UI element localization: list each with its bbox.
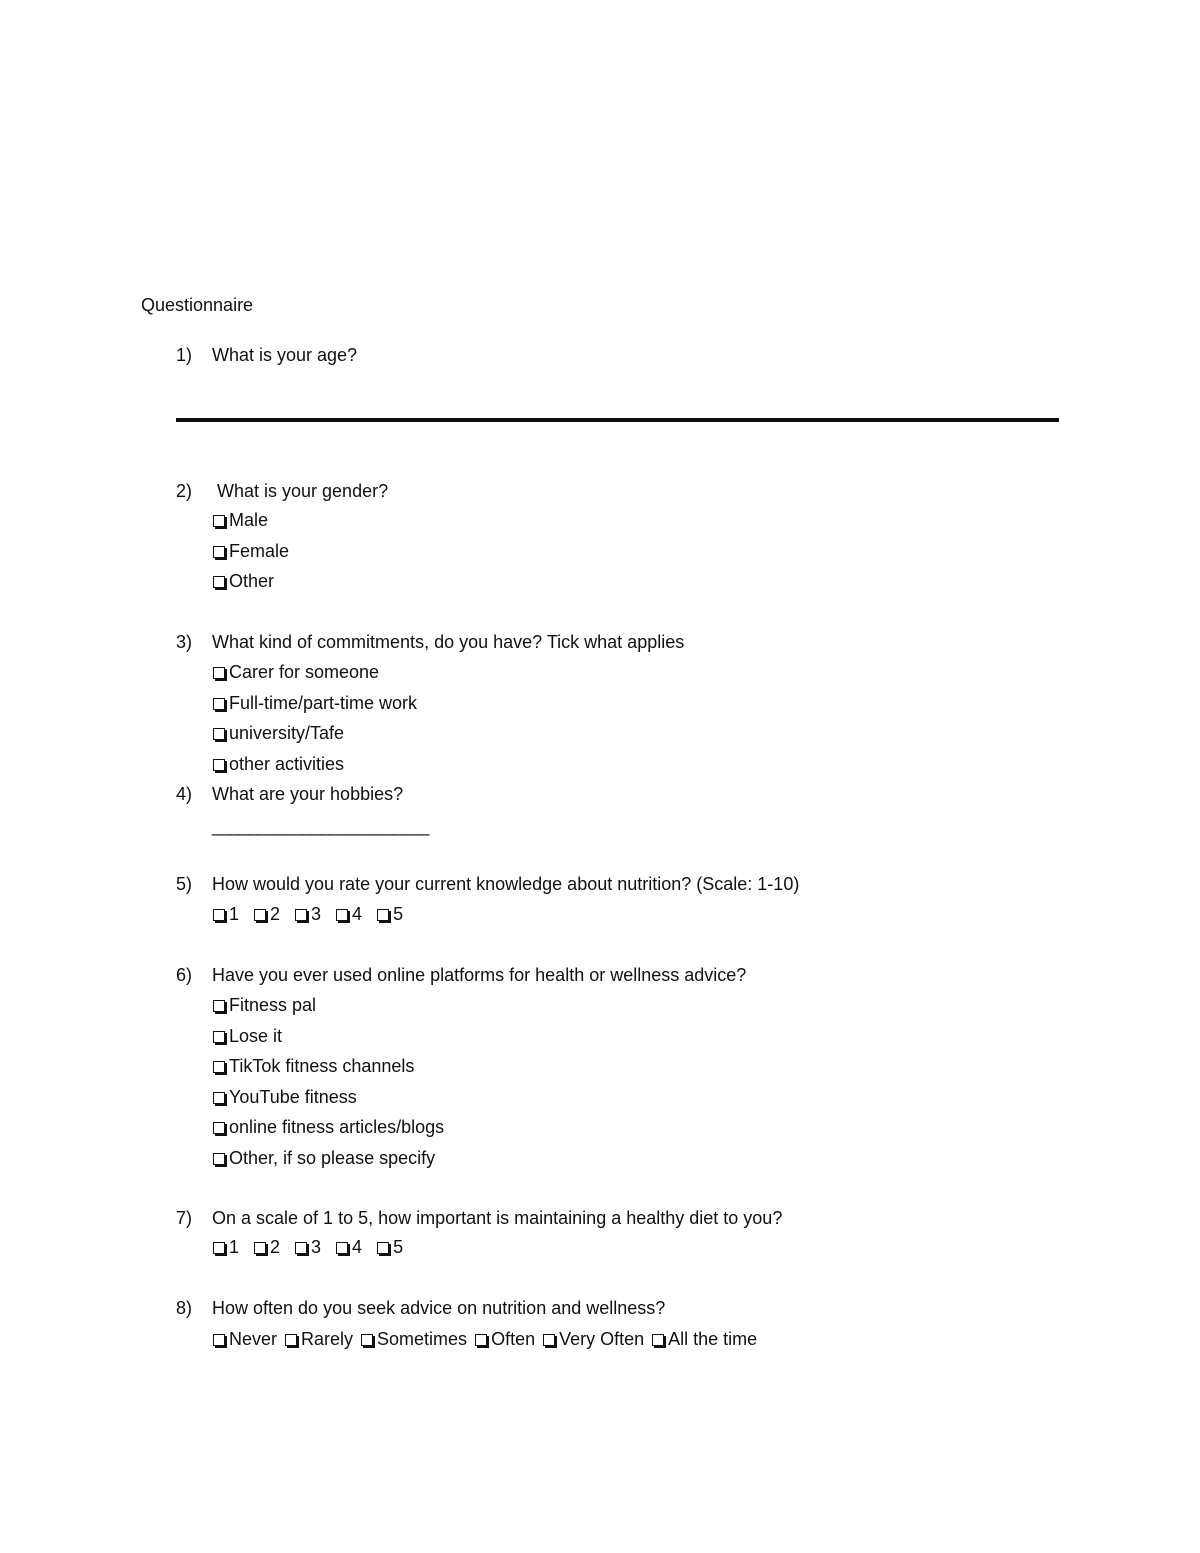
checkbox-icon[interactable] xyxy=(336,909,348,921)
option-label: Full-time/part-time work xyxy=(229,692,418,713)
scale-option-4[interactable] xyxy=(335,902,362,926)
option-carer[interactable] xyxy=(212,660,417,691)
question-number: 7) xyxy=(176,1208,193,1228)
question-text: What is your gender? xyxy=(212,481,389,501)
question-number: 1) xyxy=(176,345,193,365)
scale-option-5[interactable] xyxy=(376,1235,403,1259)
option-label: Lose it xyxy=(229,1025,283,1046)
checkbox-icon[interactable] xyxy=(254,1242,266,1254)
option-label: 1 xyxy=(229,904,240,924)
option-never[interactable] xyxy=(212,1327,277,1351)
option-label: 4 xyxy=(352,1237,363,1257)
option-label: Very Often xyxy=(559,1329,645,1349)
option-lose-it[interactable] xyxy=(212,1024,444,1055)
question-number: 6) xyxy=(176,965,193,985)
scale-option-1[interactable] xyxy=(212,1235,239,1259)
checkbox-icon[interactable] xyxy=(361,1334,373,1346)
option-male[interactable] xyxy=(212,508,289,539)
checkbox-icon[interactable] xyxy=(295,1242,307,1254)
scale-option-3[interactable] xyxy=(294,1235,321,1259)
checkbox-icon[interactable] xyxy=(213,1031,225,1043)
option-label: Fitness pal xyxy=(229,995,317,1015)
hobbies-answer-line[interactable]: ________________________ xyxy=(212,816,429,836)
checkbox-icon[interactable] xyxy=(213,667,225,679)
checkbox-icon[interactable] xyxy=(285,1334,297,1346)
importance-scale-options xyxy=(212,1235,417,1259)
question-2 xyxy=(176,479,388,503)
question-6 xyxy=(176,963,746,987)
checkbox-icon[interactable] xyxy=(543,1334,555,1346)
checkbox-icon[interactable] xyxy=(213,515,225,527)
checkbox-icon[interactable] xyxy=(377,909,389,921)
scale-option-1[interactable] xyxy=(212,902,239,926)
checkbox-icon[interactable] xyxy=(213,546,225,558)
option-university[interactable] xyxy=(212,721,417,752)
question-4 xyxy=(176,782,403,806)
scale-option-2[interactable] xyxy=(253,1235,280,1259)
option-label: Male xyxy=(229,510,269,530)
age-answer-line[interactable] xyxy=(176,418,1059,422)
option-very-often[interactable] xyxy=(542,1327,644,1351)
scale-option-4[interactable] xyxy=(335,1235,362,1259)
question-1 xyxy=(176,343,357,367)
option-label: online fitness articles/blogs xyxy=(229,1117,445,1137)
option-all-the-time[interactable] xyxy=(651,1327,757,1351)
option-label: All the time xyxy=(668,1329,758,1349)
option-work[interactable] xyxy=(212,691,417,722)
option-label: Rarely xyxy=(301,1329,354,1349)
checkbox-icon[interactable] xyxy=(336,1242,348,1254)
commitment-options xyxy=(212,660,417,782)
option-female[interactable] xyxy=(212,539,289,570)
question-number: 8) xyxy=(176,1298,193,1318)
checkbox-icon[interactable] xyxy=(254,909,266,921)
checkbox-icon[interactable] xyxy=(475,1334,487,1346)
question-text: Have you ever used online platforms for health or wellness advice? xyxy=(212,965,747,985)
option-other-activities[interactable] xyxy=(212,752,417,783)
question-5 xyxy=(176,872,799,896)
option-label: 4 xyxy=(352,904,363,924)
option-label: Carer for someone xyxy=(229,662,380,682)
checkbox-icon[interactable] xyxy=(295,909,307,921)
checkbox-icon[interactable] xyxy=(377,1242,389,1254)
option-tiktok[interactable] xyxy=(212,1054,444,1085)
checkbox-icon[interactable] xyxy=(213,1242,225,1254)
option-label: TikTok fitness channels xyxy=(229,1056,415,1076)
option-label: Other xyxy=(229,571,275,591)
option-other-specify[interactable] xyxy=(212,1146,444,1177)
question-8 xyxy=(176,1296,665,1320)
checkbox-icon[interactable] xyxy=(213,1334,225,1346)
option-often[interactable] xyxy=(474,1327,535,1351)
checkbox-icon[interactable] xyxy=(652,1334,664,1346)
question-text: What is your age? xyxy=(212,345,358,365)
checkbox-icon[interactable] xyxy=(213,1000,225,1012)
checkbox-icon[interactable] xyxy=(213,576,225,588)
option-sometimes[interactable] xyxy=(360,1327,467,1351)
option-label: 1 xyxy=(229,1237,240,1257)
question-text: How would you rate your current knowledge about nutrition? (Scale: 1-10) xyxy=(212,874,800,894)
option-label: other activities xyxy=(229,753,345,774)
question-text: What are your hobbies? xyxy=(212,784,404,804)
question-number: 5) xyxy=(176,874,193,894)
option-label: Never xyxy=(229,1329,278,1349)
checkbox-icon[interactable] xyxy=(213,1061,225,1073)
question-3 xyxy=(176,630,684,654)
question-number: 3) xyxy=(176,632,193,652)
frequency-options xyxy=(212,1327,764,1351)
option-label: 2 xyxy=(270,1237,281,1257)
option-label: university/Tafe xyxy=(229,723,345,743)
gender-options xyxy=(212,508,289,600)
option-fitness-pal[interactable] xyxy=(212,993,444,1024)
scale-option-3[interactable] xyxy=(294,902,321,926)
option-label: Female xyxy=(229,540,290,561)
option-articles-blogs[interactable] xyxy=(212,1115,444,1146)
question-text: What kind of commitments, do you have? Tick what applies xyxy=(212,632,685,652)
scale-option-2[interactable] xyxy=(253,902,280,926)
checkbox-icon[interactable] xyxy=(213,1122,225,1134)
option-label: 5 xyxy=(393,1237,404,1257)
checkbox-icon[interactable] xyxy=(213,698,225,710)
page-title: Questionnaire xyxy=(141,295,254,315)
option-label: 3 xyxy=(311,1237,322,1257)
option-other[interactable] xyxy=(212,569,289,600)
knowledge-scale-options xyxy=(212,902,417,926)
option-label: YouTube fitness xyxy=(229,1086,357,1107)
question-text: On a scale of 1 to 5, how important is maintaining a healthy diet to you? xyxy=(212,1208,783,1228)
question-number: 4) xyxy=(176,784,193,804)
option-label: Sometimes xyxy=(377,1329,468,1349)
question-7 xyxy=(176,1206,782,1230)
option-label: 5 xyxy=(393,904,404,924)
option-label: 2 xyxy=(270,904,281,924)
option-youtube[interactable] xyxy=(212,1085,444,1116)
question-number: 2) xyxy=(176,481,193,501)
option-label: 3 xyxy=(311,904,322,924)
platform-options xyxy=(212,993,444,1176)
option-rarely[interactable] xyxy=(284,1327,353,1351)
scale-option-5[interactable] xyxy=(376,902,403,926)
checkbox-icon[interactable] xyxy=(213,728,225,740)
question-text: How often do you seek advice on nutrition and wellness? xyxy=(212,1298,666,1318)
option-label: Often xyxy=(491,1329,536,1349)
option-label: Other, if so please specify xyxy=(229,1147,436,1168)
checkbox-icon[interactable] xyxy=(213,1153,225,1165)
checkbox-icon[interactable] xyxy=(213,909,225,921)
checkbox-icon[interactable] xyxy=(213,1092,225,1104)
checkbox-icon[interactable] xyxy=(213,759,225,771)
